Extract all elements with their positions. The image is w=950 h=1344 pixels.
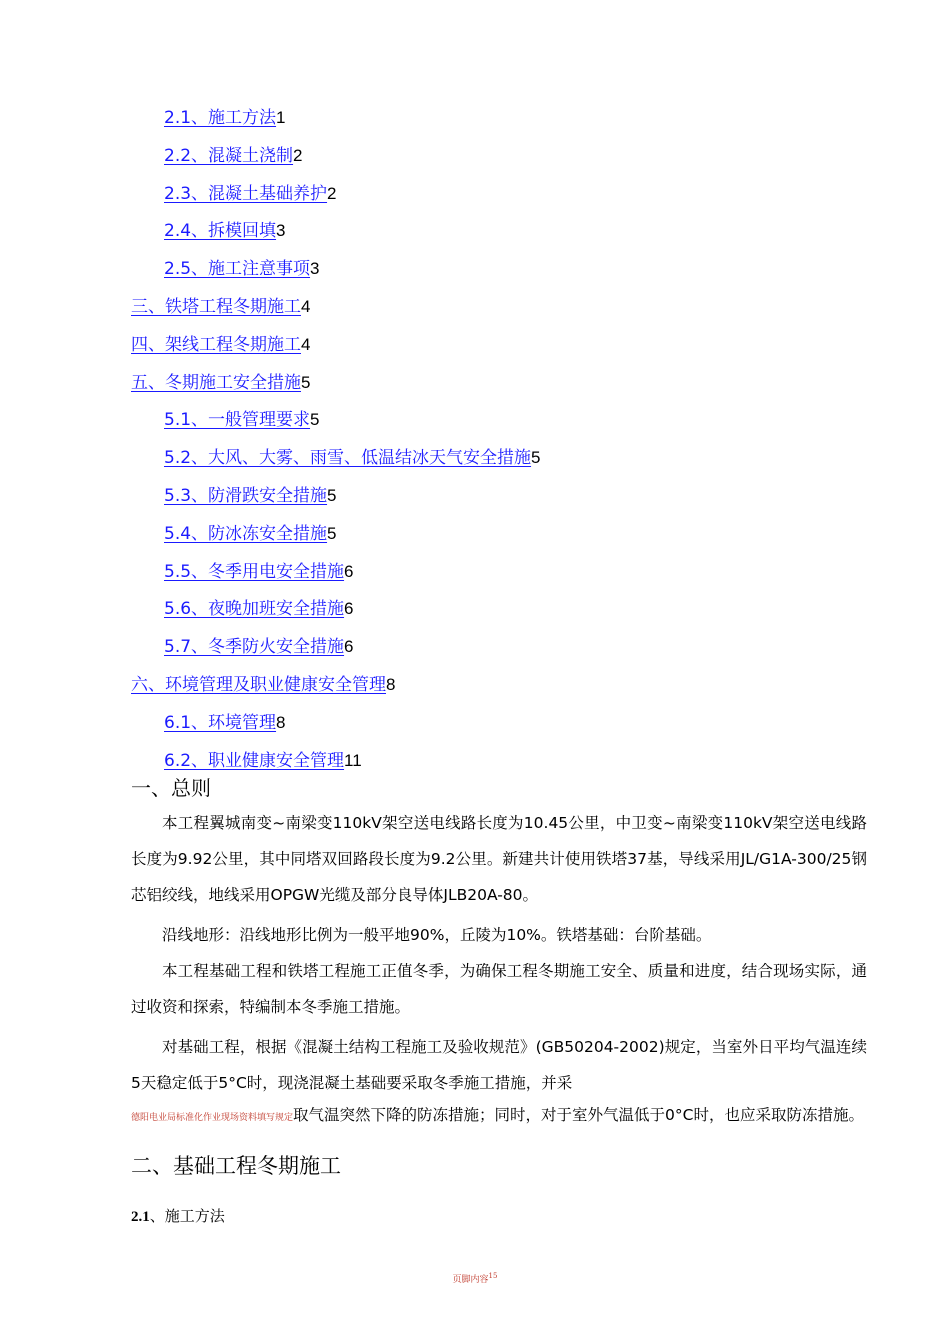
toc-entry-link[interactable]: 5.2、大风、大雾、雨雪、低温结冰天气安全措施: [164, 448, 532, 468]
section-heading-general: 一、总则: [131, 776, 211, 800]
toc-page-number: 3: [310, 259, 320, 278]
toc-page-number: 6: [344, 599, 354, 618]
toc-entry[interactable]: [164, 107, 286, 129]
toc-entry[interactable]: [164, 258, 320, 280]
toc-entry-link[interactable]: 5.4、防冰冻安全措施: [164, 524, 328, 544]
toc-entry[interactable]: [164, 447, 541, 469]
paragraph-terrain: 沿线地形：沿线地形比例为一般平地90%，丘陵为10%。铁塔基础：台阶基础。: [162, 926, 712, 944]
toc-entry-link[interactable]: 6.1、环境管理: [164, 713, 277, 733]
toc-page-number: 5: [327, 486, 337, 505]
paragraph-antifreeze-text: 取气温突然下降的防冻措施；同时，对于室外气温低于0°C时，也应采取防冻措施。: [293, 1106, 864, 1124]
toc-entry-link[interactable]: 5.1、一般管理要求: [164, 410, 311, 430]
toc-entry[interactable]: [131, 334, 310, 356]
toc-entry[interactable]: [131, 372, 310, 394]
toc-entry[interactable]: [131, 296, 310, 318]
toc-page-number: 5: [531, 448, 541, 467]
toc-page-number: 3: [276, 221, 286, 240]
toc-entry[interactable]: [164, 561, 354, 583]
toc-entry[interactable]: [164, 485, 337, 507]
toc-page-number: 5: [301, 373, 311, 392]
toc-page-number: 2: [293, 146, 303, 165]
toc-entry[interactable]: [131, 674, 395, 696]
toc-entry-link[interactable]: 四、架线工程冬期施工: [131, 335, 301, 355]
toc-entry-link[interactable]: 2.5、施工注意事项: [164, 259, 311, 279]
toc-entry-link[interactable]: 5.6、夜晚加班安全措施: [164, 599, 345, 619]
toc-page-number: 8: [386, 675, 396, 694]
subsection-heading-method: [131, 1206, 225, 1227]
footer-text: 页脚内容: [452, 1275, 489, 1285]
section-heading-foundation: 二、基础工程冬期施工: [131, 1154, 341, 1178]
toc-entry[interactable]: [164, 523, 337, 545]
toc-entry-link[interactable]: 2.1、施工方法: [164, 108, 277, 128]
toc-entry[interactable]: [164, 183, 337, 205]
toc-page-number: 4: [301, 335, 311, 354]
toc-entry-link[interactable]: 六、环境管理及职业健康安全管理: [131, 675, 386, 695]
toc-page-number: 2: [327, 184, 337, 203]
paragraph-winter-construction: 本工程基础工程和铁塔工程施工正值冬季，为确保工程冬期施工安全、质量和进度，结合现场实际，通过收资和探索，特编制本冬季施工措施。: [131, 962, 867, 1016]
toc-entry[interactable]: [164, 750, 362, 772]
toc-page-number: 6: [344, 562, 354, 581]
paragraph-foundation-spec: 对基础工程，根据《混凝土结构工程施工及验收规范》(GB50204-2002)规定，当室外日平均气温连续5天稳定低于5°C时，现浇混凝土基础要采取冬季施工措施，并采: [131, 1038, 867, 1092]
toc-entry[interactable]: [164, 220, 286, 242]
paragraph-antifreeze: [131, 1105, 867, 1128]
footer-page-number: 15: [488, 1272, 498, 1280]
toc-entry-link[interactable]: 五、冬期施工安全措施: [131, 373, 301, 393]
toc-entry-link[interactable]: 5.3、防滑跌安全措施: [164, 486, 328, 506]
toc-entry[interactable]: [164, 598, 354, 620]
toc-entry-link[interactable]: 6.2、职业健康安全管理: [164, 751, 345, 771]
toc-page-number: 5: [327, 524, 337, 543]
toc-entry-link[interactable]: 5.7、冬季防火安全措施: [164, 637, 345, 657]
toc-entry-link[interactable]: 2.2、混凝土浇制: [164, 146, 294, 166]
toc-page-number: 5: [310, 410, 320, 429]
toc-entry[interactable]: [164, 145, 303, 167]
toc-entry[interactable]: [164, 636, 354, 658]
toc-entry-link[interactable]: 5.5、冬季用电安全措施: [164, 562, 345, 582]
toc-entry[interactable]: [164, 712, 286, 734]
paragraph-project-overview: 本工程翼城南变~南梁变110kV架空送电线路长度为10.45公里，中卫变~南梁变110kV架空送电线路长度为9.92公里，其中同塔双回路段长度为9.2公里。新建共计使用铁塔37基，导线采用JL/G1A-300/25钢芯铝绞线，地线采用OPGW光缆及部分良导体JLB20A-80。: [131, 814, 867, 904]
subsection-number: 2.1: [131, 1209, 150, 1225]
toc-page-number: 8: [276, 713, 286, 732]
toc-entry-link[interactable]: 2.4、拆模回填: [164, 221, 277, 241]
toc-entry[interactable]: [164, 409, 320, 431]
toc-entry-link[interactable]: 2.3、混凝土基础养护: [164, 184, 328, 204]
header-watermark-text: 德阳电业局标准化作业现场资料填写规定: [131, 1113, 294, 1123]
page-footer: [0, 1272, 950, 1285]
toc-page-number: 4: [301, 297, 311, 316]
toc-page-number: 1: [276, 108, 286, 127]
toc-entry-link[interactable]: 三、铁塔工程冬期施工: [131, 297, 301, 317]
toc-page-number: 11: [344, 751, 362, 770]
toc-page-number: 6: [344, 637, 354, 656]
subsection-title: 、施工方法: [149, 1207, 225, 1225]
